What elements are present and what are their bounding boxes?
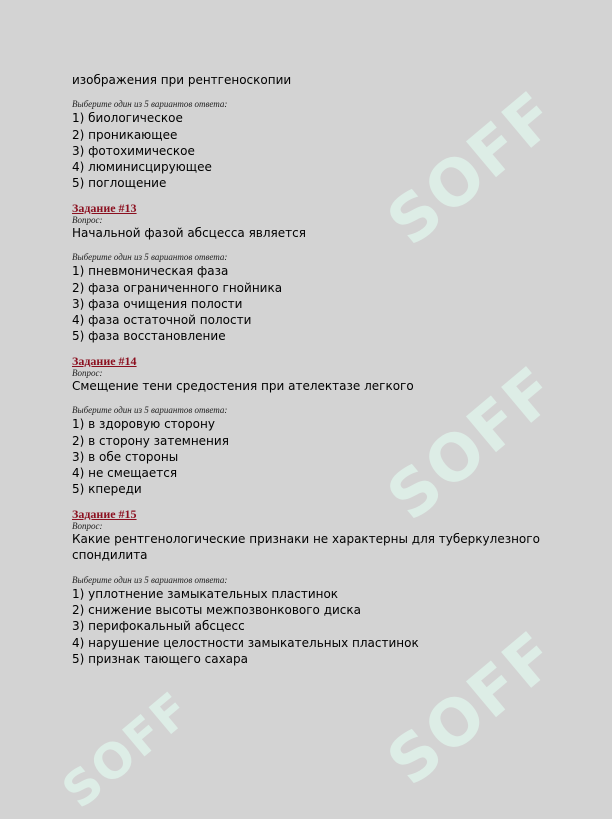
answer-option: 1) в здоровую сторону [72, 417, 215, 432]
task-title: Задание #15 [72, 506, 137, 521]
task-14 [72, 355, 542, 498]
answer-option: 5) признак тающего сахара [72, 651, 249, 666]
answer-option: 2) снижение высоты межпозвонкового диска [72, 603, 362, 618]
task-15 [72, 508, 542, 667]
intro-question-block [72, 72, 542, 192]
watermark: SOFF [374, 77, 572, 261]
question-label: Вопрос: [72, 214, 103, 225]
answer-option: 2) проникающее [72, 127, 178, 142]
answer-options [72, 263, 542, 344]
task-13 [72, 202, 542, 345]
answer-option: 3) фаза очищения полости [72, 296, 243, 311]
task-title: Задание #13 [72, 200, 137, 215]
answer-option: 5) кпереди [72, 482, 142, 497]
answer-hint: Выберите один из 5 вариантов ответа: [72, 574, 228, 585]
answer-option: 4) не смещается [72, 466, 178, 481]
watermark: SOFF [374, 617, 572, 801]
watermark: SOFF [374, 352, 572, 536]
answer-hint: Выберите один из 5 вариантов ответа: [72, 99, 228, 110]
answer-option: 3) в обе стороны [72, 449, 179, 464]
document-page [72, 72, 542, 667]
answer-hint: Выберите один из 5 вариантов ответа: [72, 405, 228, 416]
answer-hint: Выберите один из 5 вариантов ответа: [72, 252, 228, 263]
answer-option: 5) фаза восстановление [72, 329, 226, 344]
answer-option: 2) фаза ограниченного гнойника [72, 280, 283, 295]
watermark: SOFF [52, 680, 203, 819]
answer-option: 5) поглощение [72, 176, 167, 191]
answer-options [72, 416, 542, 497]
answer-options [72, 110, 542, 191]
answer-option: 1) пневмоническая фаза [72, 264, 229, 279]
answer-option: 4) нарушение целостности замыкательных пластинок [72, 635, 419, 650]
question-text: Смещение тени средостения при ателектазе легкого [72, 378, 414, 393]
task-title: Задание #14 [72, 353, 137, 368]
answer-options [72, 586, 542, 667]
answer-option: 3) перифокальный абсцесс [72, 619, 245, 634]
question-label: Вопрос: [72, 367, 103, 378]
answer-option: 4) фаза остаточной полости [72, 313, 252, 328]
answer-option: 1) биологическое [72, 111, 183, 126]
answer-option: 3) фотохимическое [72, 143, 195, 158]
question-text: Какие рентгенологические признаки не характерны для туберкулезного спондилита [72, 531, 540, 563]
answer-option: 4) люминисцирующее [72, 160, 212, 175]
question-text-continuation: изображения при рентгеноскопии [72, 73, 292, 87]
question-text: Начальной фазой абсцесса является [72, 225, 306, 240]
answer-option: 1) уплотнение замыкательных пластинок [72, 586, 339, 601]
question-label: Вопрос: [72, 520, 103, 531]
answer-option: 2) в сторону затемнения [72, 433, 229, 448]
